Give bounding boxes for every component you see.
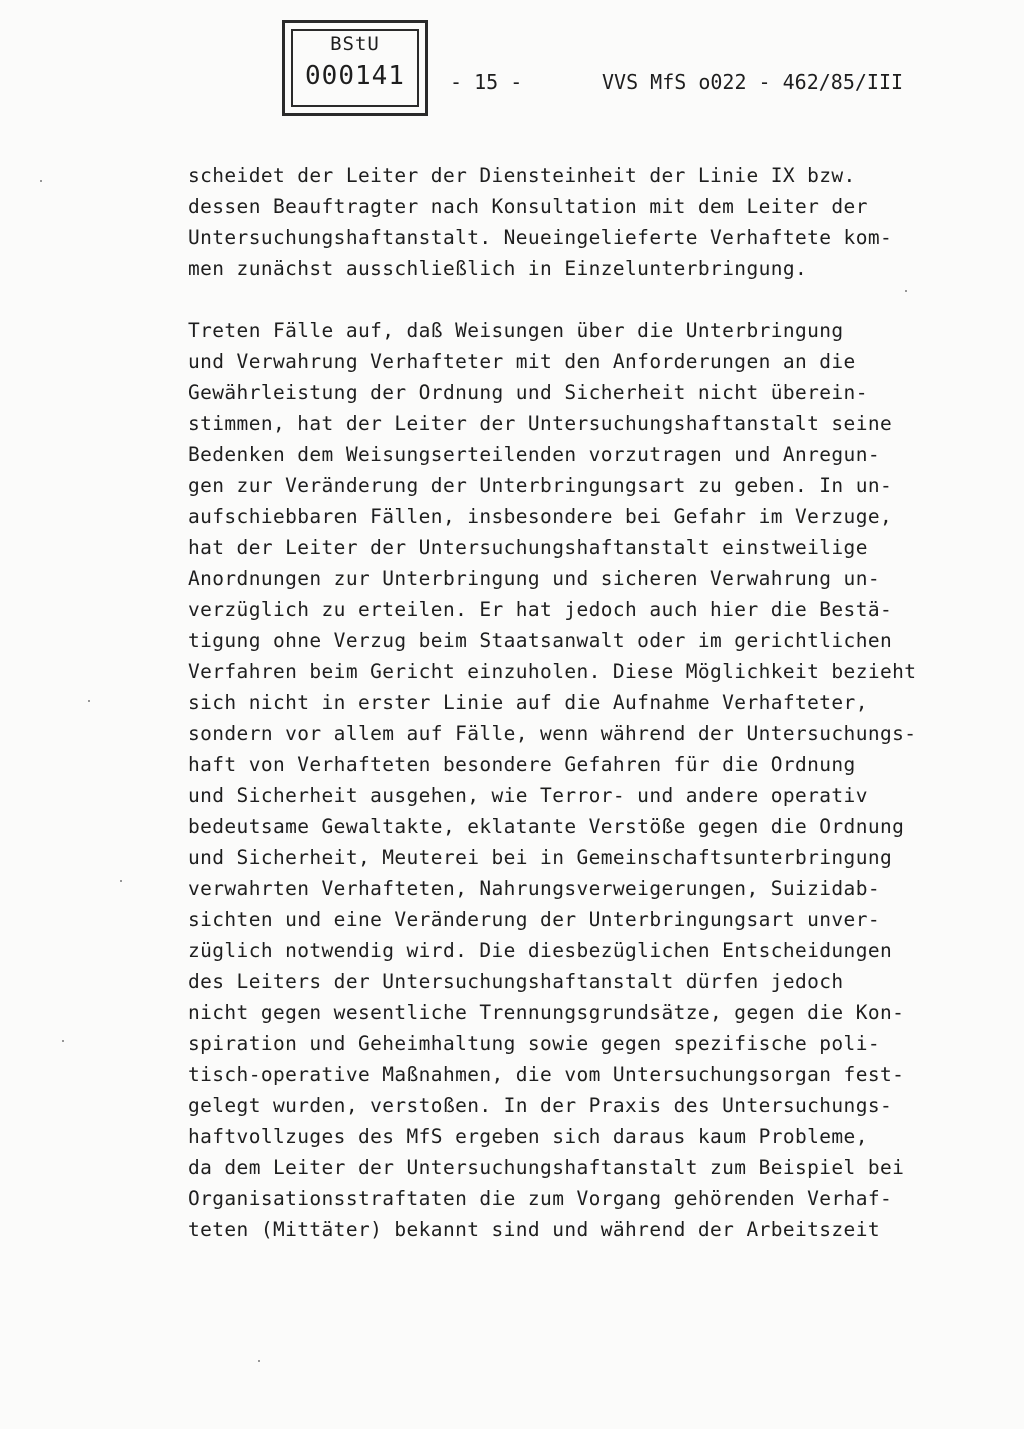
- stamp-inner-frame: [291, 29, 419, 107]
- text-line: men zunächst ausschließlich in Einzelunterbringung.: [188, 257, 808, 280]
- text-line: sich nicht in erster Linie auf die Aufnahme Verhafteter,: [188, 691, 868, 714]
- bstu-archive-stamp: [282, 20, 428, 116]
- text-line: verwahrten Verhafteten, Nahrungsverweigerungen, Suizidab-: [188, 877, 880, 900]
- text-line: spiration und Geheimhaltung sowie gegen spezifische poli-: [188, 1032, 880, 1055]
- text-line: gelegt wurden, verstoßen. In der Praxis des Untersuchungs-: [188, 1094, 893, 1117]
- page-number: - 15 -: [450, 70, 523, 94]
- text-line: züglich notwendig wird. Die diesbezüglichen Entscheidungen: [188, 939, 893, 962]
- text-line: sondern vor allem auf Fälle, wenn während der Untersuchungs-: [188, 722, 917, 745]
- scan-speck: [40, 180, 42, 182]
- text-line: tisch-operative Maßnahmen, die vom Untersuchungsorgan fest-: [188, 1063, 905, 1086]
- paragraph-gap: [188, 284, 968, 315]
- text-line: Treten Fälle auf, daß Weisungen über die Unterbringung: [188, 319, 844, 342]
- text-line: nicht gegen wesentliche Trennungsgrundsätze, gegen die Kon-: [188, 1001, 905, 1024]
- text-line: scheidet der Leiter der Diensteinheit der Linie IX bzw.: [188, 164, 856, 187]
- text-line: gen zur Veränderung der Unterbringungsart zu geben. In un-: [188, 474, 893, 497]
- text-line: haft von Verhafteten besondere Gefahren für die Ordnung: [188, 753, 856, 776]
- text-line: Untersuchungshaftanstalt. Neueingelieferte Verhaftete kom-: [188, 226, 893, 249]
- text-line: tigung ohne Verzug beim Staatsanwalt oder im gerichtlichen: [188, 629, 893, 652]
- paragraph-2: [188, 315, 968, 1245]
- text-line: Anordnungen zur Unterbringung und sicheren Verwahrung un-: [188, 567, 880, 590]
- text-line: des Leiters der Untersuchungshaftanstalt dürfen jedoch: [188, 970, 844, 993]
- stamp-page-counter: 000141: [305, 61, 405, 91]
- text-line: Verfahren beim Gericht einzuholen. Diese Möglichkeit bezieht: [188, 660, 917, 683]
- text-line: sichten und eine Veränderung der Unterbringungsart unver-: [188, 908, 880, 931]
- scan-speck: [120, 880, 122, 882]
- scan-speck: [62, 1040, 64, 1042]
- text-line: hat der Leiter der Untersuchungshaftanstalt einstweilige: [188, 536, 868, 559]
- scan-speck: [88, 700, 90, 702]
- text-line: teten (Mittäter) bekannt sind und während der Arbeitszeit: [188, 1218, 880, 1241]
- text-line: und Sicherheit ausgehen, wie Terror- und andere operativ: [188, 784, 868, 807]
- text-line: Bedenken dem Weisungserteilenden vorzutragen und Anregun-: [188, 443, 880, 466]
- text-line: da dem Leiter der Untersuchungshaftanstalt zum Beispiel bei: [188, 1156, 905, 1179]
- text-line: und Sicherheit, Meuterei bei in Gemeinschaftsunterbringung: [188, 846, 893, 869]
- document-body: [188, 160, 968, 1245]
- text-line: bedeutsame Gewaltakte, eklatante Verstöße gegen die Ordnung: [188, 815, 905, 838]
- text-line: und Verwahrung Verhafteter mit den Anforderungen an die: [188, 350, 856, 373]
- text-line: Gewährleistung der Ordnung und Sicherheit nicht überein-: [188, 381, 868, 404]
- document-reference: VVS MfS o022 - 462/85/III: [602, 70, 904, 94]
- paragraph-1: [188, 160, 968, 284]
- text-line: aufschiebbaren Fällen, insbesondere bei Gefahr im Verzuge,: [188, 505, 893, 528]
- stamp-archive-name: BStU: [330, 33, 380, 55]
- text-line: stimmen, hat der Leiter der Untersuchungshaftanstalt seine: [188, 412, 893, 435]
- scan-speck: [905, 290, 907, 292]
- text-line: dessen Beauftragter nach Konsultation mit dem Leiter der: [188, 195, 868, 218]
- text-line: haftvollzuges des MfS ergeben sich daraus kaum Probleme,: [188, 1125, 868, 1148]
- text-line: Organisationsstraftaten die zum Vorgang gehörenden Verhaf-: [188, 1187, 893, 1210]
- scan-speck: [258, 1360, 260, 1362]
- text-line: verzüglich zu erteilen. Er hat jedoch auch hier die Bestä-: [188, 598, 893, 621]
